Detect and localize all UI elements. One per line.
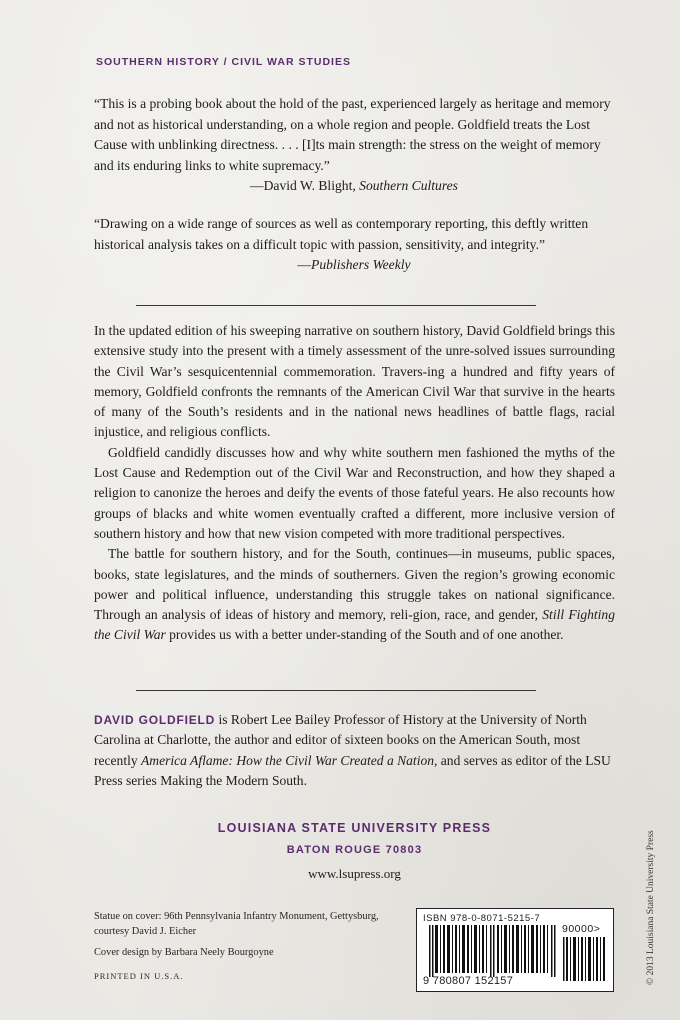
review-quote-1 — [94, 94, 614, 197]
description — [94, 321, 615, 646]
publisher-url[interactable]: www.lsupress.org — [308, 866, 401, 881]
design-credit: Cover design by Barbara Neely Bourgoyne — [94, 947, 274, 958]
bio-text: is Robert Lee Bailey Professor of History at the University of North Carolina at Charlotte, the author and editor of sixteen books on the American South, most recently — [94, 712, 587, 768]
quote-attribution — [94, 176, 614, 197]
paragraph-text: provides us with a better under-standing of the South and of one another. — [165, 627, 564, 643]
description-paragraph-1: In the updated edition of his sweeping narrative on southern history, David Goldfield brings this extensive study into the present with a timely assessment of the unre-solved issues surrounding the Civil War’s sesquicentennial commemoration. Travers-ing a hundred and fifty years of memory, Goldfield confronts the remnants of the American Civil War that survive in the hearts of many of the South’s residents and in the national news headlines of battle flags, racial injustice, and religious conflicts. — [94, 323, 615, 440]
publisher-city: BATON ROUGE 70803 — [286, 844, 423, 856]
quote-author: — — [297, 257, 312, 272]
addon-barcode-bars — [563, 937, 607, 981]
paragraph-text: The battle for southern history, and for the South, continues—in museums, public spaces, books, state legislatures, and the minds of southerners. Given the region’s growing economic power and political influence, understanding this struggle takes on national significance. Through an analysis of ideas of history and memory, reli-gion, race, and gender, — [94, 546, 615, 623]
cover-credits — [94, 910, 394, 983]
book-title: Still Fighting the Civil War — [94, 607, 615, 643]
barcode-bars — [429, 925, 557, 977]
ean-number: 9 780807 152157 — [423, 975, 514, 987]
quote-source: Publishers Weekly — [311, 257, 411, 272]
printed-in: PRINTED IN U.S.A. — [94, 970, 184, 981]
divider — [136, 305, 536, 306]
quote-text: “Drawing on a wide range of sources as well as contemporary reporting, this deftly written historical analysis takes on a difficult topic with passion, sensitivity, and integrity.” — [94, 216, 589, 252]
publisher-name: LOUISIANA STATE UNIVERSITY PRESS — [217, 821, 492, 835]
divider — [136, 690, 536, 691]
bio-book-title: America Aflame: How the Civil War Created a Nation, — [141, 752, 438, 768]
addon-label: 90000> — [562, 923, 601, 935]
description-paragraph-2: Goldfield candidly discusses how and why white southern men fashioned the myths of the Lost Cause and Redemption out of the Civil War and Reconstruction, and how they shaped a religion to canonize the heroes and deify the events of those fateful years. He also recounts how groups of blacks and white women eventually crafted a different, more inclusive version of southern history and how that new vision competed with more traditional perspectives. — [94, 444, 615, 541]
category-label: SOUTHERN HISTORY / CIVIL WAR STUDIES — [96, 56, 351, 68]
quote-source: Southern Cultures — [359, 178, 458, 193]
statue-credit: Statue on cover: 96th Pennsylvania Infantry Monument, Gettysburg, courtesy David J. Eicher — [94, 911, 379, 937]
copyright-notice: © 2013 Louisiana State University Press — [646, 830, 656, 985]
author-name: DAVID GOLDFIELD — [94, 713, 216, 727]
quote-author: —David W. Blight, — [250, 178, 360, 193]
barcode — [416, 908, 614, 992]
quote-text: “This is a probing book about the hold of the past, experienced largely as heritage and memory and not as historical understanding, on a whole region and people. Goldfield treats the Lost Cause with unblinking directness. . . . [I]ts main strength: the stress on the weight of memory and its enduring links to white supremacy.” — [94, 96, 611, 173]
isbn-label: ISBN 978-0-8071-5215-7 — [423, 913, 541, 924]
bio-text: and serves as editor of the LSU Press series Making the Modern South. — [94, 752, 611, 788]
author-bio — [94, 710, 615, 791]
description-paragraph-3 — [94, 544, 615, 645]
publisher-block — [94, 819, 615, 883]
review-quote-2 — [94, 214, 614, 276]
quote-attribution — [94, 255, 614, 276]
